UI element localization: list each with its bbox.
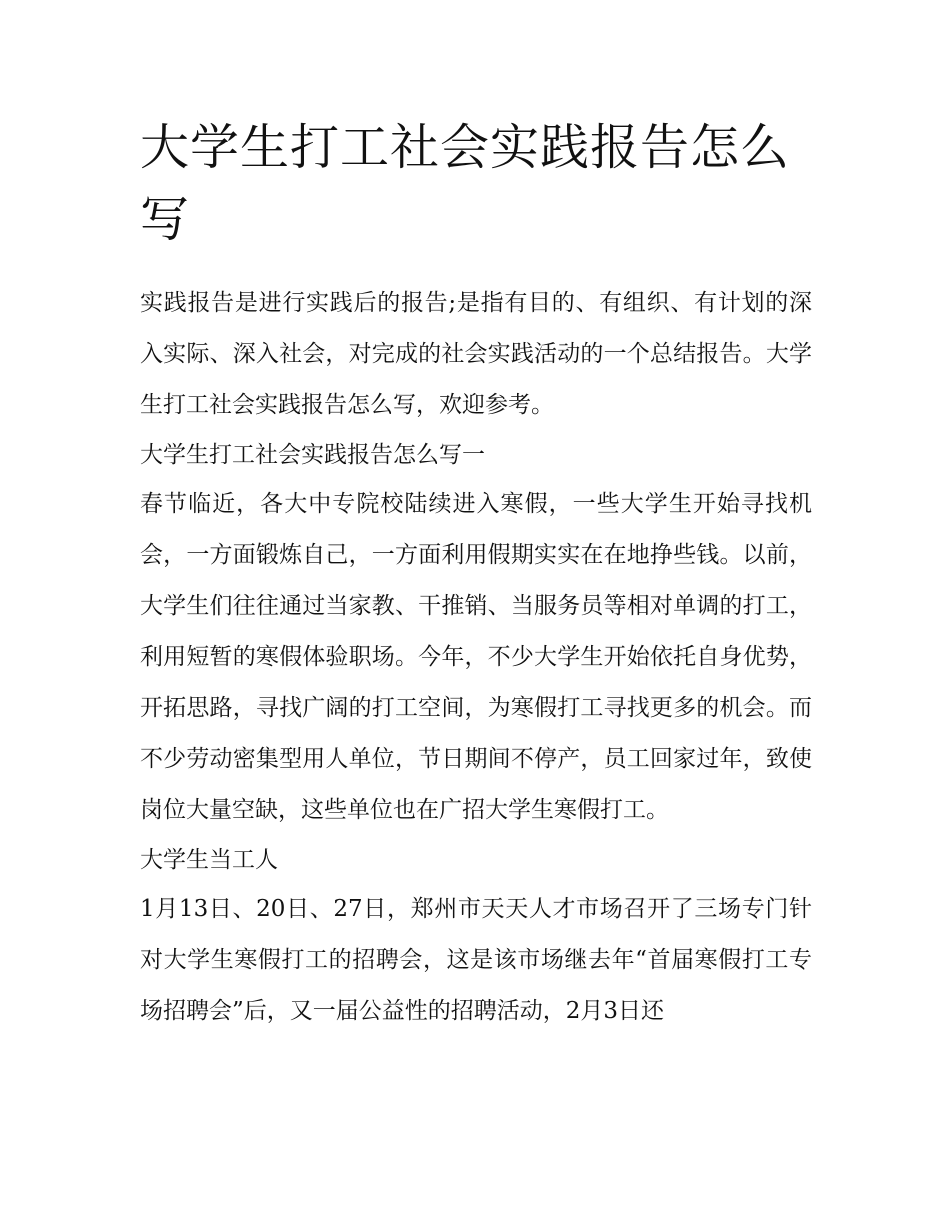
subsection-heading: 大学生当工人 xyxy=(140,847,278,873)
body-paragraph: 春节临近，各大中专院校陆续进入寒假，一些大学生开始寻找机会，一方面锻炼自己，一方面利用假期实实在在地挣些钱。以前，大学生们往往通过当家教、干推销、当服务员等相对单调的打工，利用短暂的寒假体验职场。今年，不少大学生开始依托自身优势，开拓思路，寻找广阔的打工空间，为寒假打工寻找更多的机会。而不少劳动密集型用人单位，节日期间不停产，员工回家过年，致使岗位大量空缺，这些单位也在广招大学生寒假打工。 xyxy=(140,491,812,823)
intro-paragraph: 实践报告是进行实践后的报告;是指有目的、有组织、有计划的深入实际、深入社会，对完成的社会实践活动的一个总结报告。大学生打工社会实践报告怎么写，欢迎参考。 xyxy=(140,290,812,418)
body-paragraph: 1月13日、20日、27日，郑州市天天人才市场召开了三场专门针对大学生寒假打工的招聘会，这是该市场继去年“首届寒假打工专场招聘会”后，又一届公益性的招聘活动，2月3日还 xyxy=(140,896,812,1024)
section-heading: 大学生打工社会实践报告怎么写一 xyxy=(140,442,485,468)
document-title: 大学生打工社会实践报告怎么写 xyxy=(140,119,791,248)
document-page xyxy=(140,112,812,1037)
